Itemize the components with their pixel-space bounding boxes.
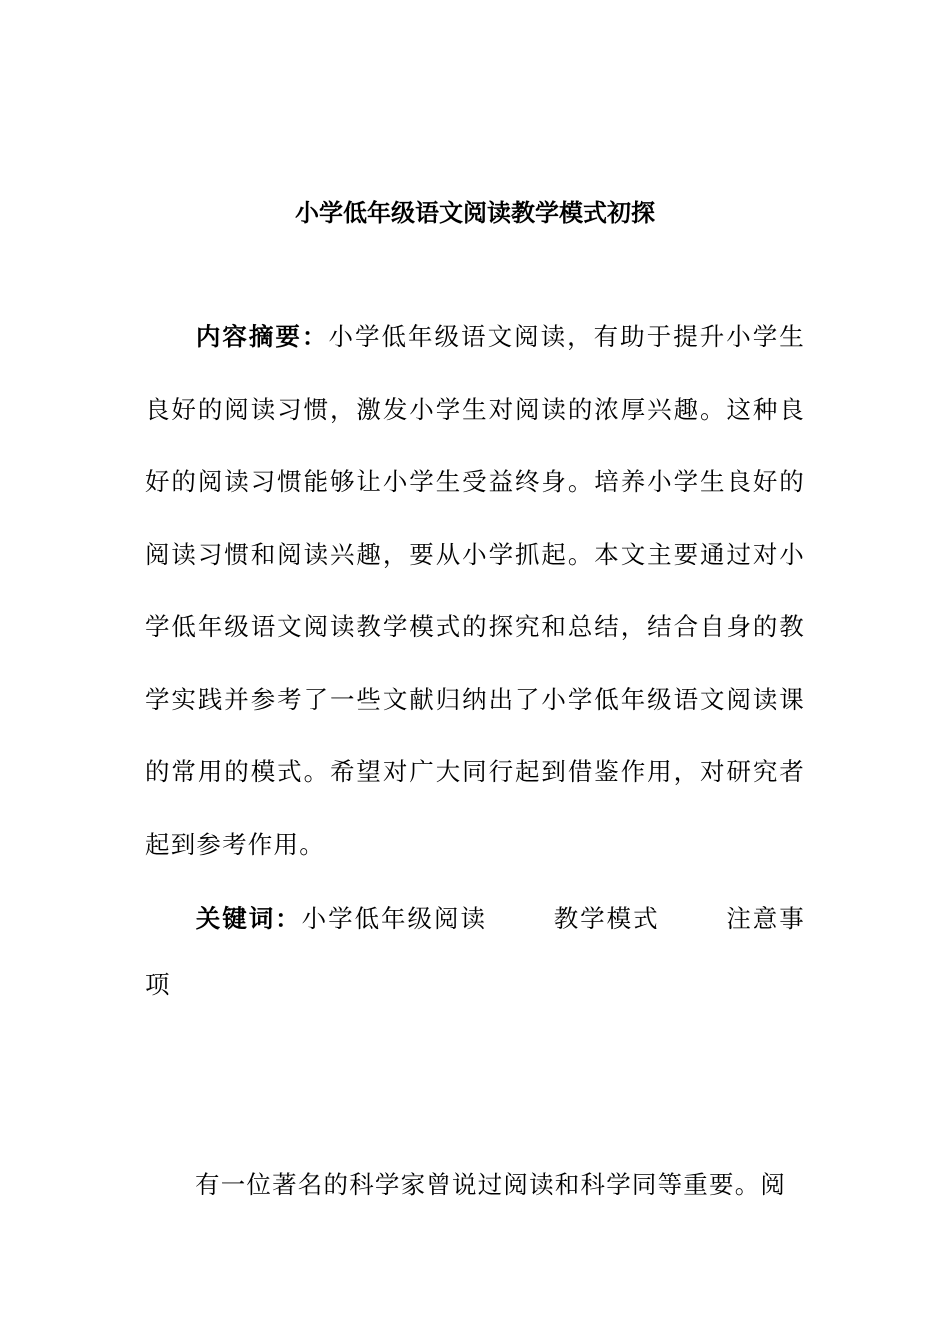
body-paragraph bbox=[145, 1149, 805, 1222]
keyword-item: 教学模式 bbox=[552, 904, 660, 933]
keyword-item: 小学低年级阅读 bbox=[301, 904, 487, 933]
abstract-label: 内容摘要： bbox=[195, 322, 329, 351]
keywords-section bbox=[145, 886, 805, 1018]
abstract-text: 小学低年级语文阅读，有助于提升小学生良好的阅读习惯，激发小学生对阅读的浓厚兴趣。这种良好的阅读习惯能够让小学生受益终身。培养小学生良好的阅读习惯和阅读兴趣，要从小学抓起。本文主要通过对小学低年级语文阅读教学模式的探究和总结，结合自身的教学实践并参考了一些文献归纳出了小学低年级语文阅读课的常用的模式。希望对广大同行起到借鉴作用，对研究者起到参考作用。 bbox=[145, 322, 805, 859]
keyword-item: 注意事项 bbox=[145, 904, 805, 999]
abstract-section bbox=[145, 301, 805, 881]
document-title: 小学低年级语文阅读教学模式初探 bbox=[295, 198, 655, 227]
paragraph-text: 有一位著名的科学家曾说过阅读和科学同等重要。阅 bbox=[195, 1170, 787, 1199]
keywords-label: 关键词： bbox=[195, 904, 302, 933]
